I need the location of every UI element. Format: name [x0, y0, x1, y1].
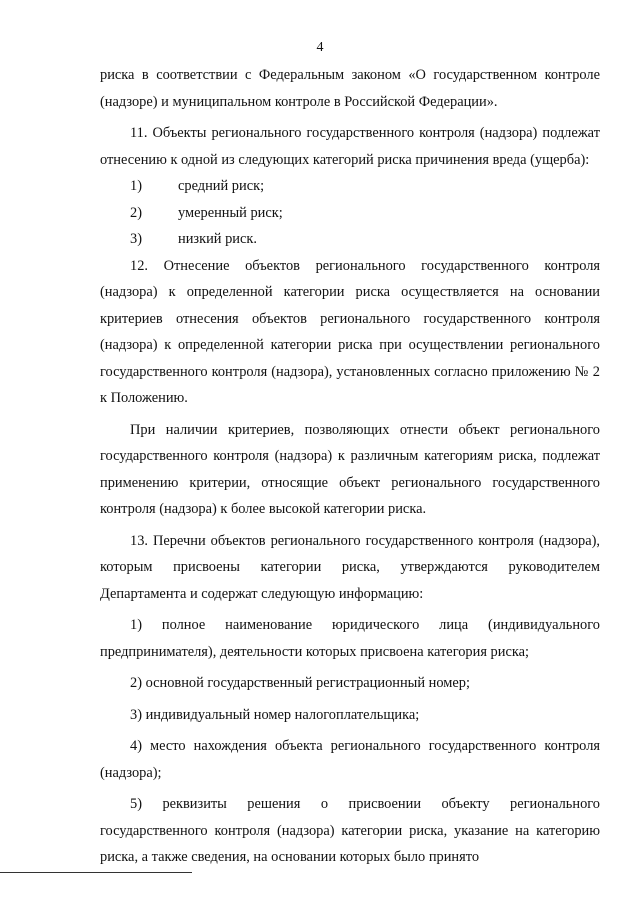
page-number: 4: [316, 40, 324, 55]
paragraph-13-item-5: 5) реквизиты решения о присвоении объекту регионального государственного контроля (надзора) категории риска, указание на категорию риска, а также сведения, на основании которых было принято: [100, 796, 600, 865]
paragraph-intro: риска в соответствии с Федеральным законом «О государственном контроле (надзоре) и муниципальном контроле в Российской Федерации».: [100, 67, 600, 110]
document-body: [100, 62, 600, 871]
paragraph-11: 11. Объекты регионального государственного контроля (надзора) подлежат отнесению к одной из следующих категорий риска причинения вреда (ущерба):: [100, 125, 600, 168]
paragraph-13-item-3: 3) индивидуальный номер налогоплательщика;: [130, 706, 420, 723]
risk-category-item: [100, 173, 600, 200]
paragraph-13-item-2: 2) основной государственный регистрационный номер;: [130, 675, 470, 691]
footnote-divider: [0, 872, 192, 873]
list-text: низкий риск.: [178, 231, 257, 247]
paragraph-13-item-1: 1) полное наименование юридического лица (индивидуального предпринимателя), деятельности которых присвоена категория риска;: [100, 617, 600, 660]
risk-category-item: [100, 200, 600, 227]
paragraph-13-item-4: 4) место нахождения объекта регионального государственного контроля (надзора);: [100, 738, 600, 781]
list-text: средний риск;: [178, 178, 265, 194]
list-number: 3): [130, 231, 142, 247]
list-number: 1): [130, 178, 142, 194]
paragraph-12-continued: При наличии критериев, позволяющих отнести объект регионального государственного контроля (надзора) к различным категориям риска, подлежат применению критерии, относящие объект регионального государственного контроля (надзора) к более высокой категории риска.: [100, 421, 600, 517]
list-text: умеренный риск;: [178, 204, 283, 221]
risk-category-item: [100, 226, 600, 253]
list-number: 2): [130, 204, 142, 221]
paragraph-12: 12. Отнесение объектов регионального государственного контроля (надзора) к определенной категории риска осуществляется на основании критериев отнесения объектов регионального государственного контроля (надзора) к определенной категории риска при осуществлении регионального государственного контроля (надзора), установленных согласно приложению № 2 к Положению.: [100, 257, 600, 406]
paragraph-13: 13. Перечни объектов регионального государственного контроля (надзора), которым присвоены категории риска, утверждаются руководителем Департамента и содержат следующую информацию:: [100, 532, 600, 602]
